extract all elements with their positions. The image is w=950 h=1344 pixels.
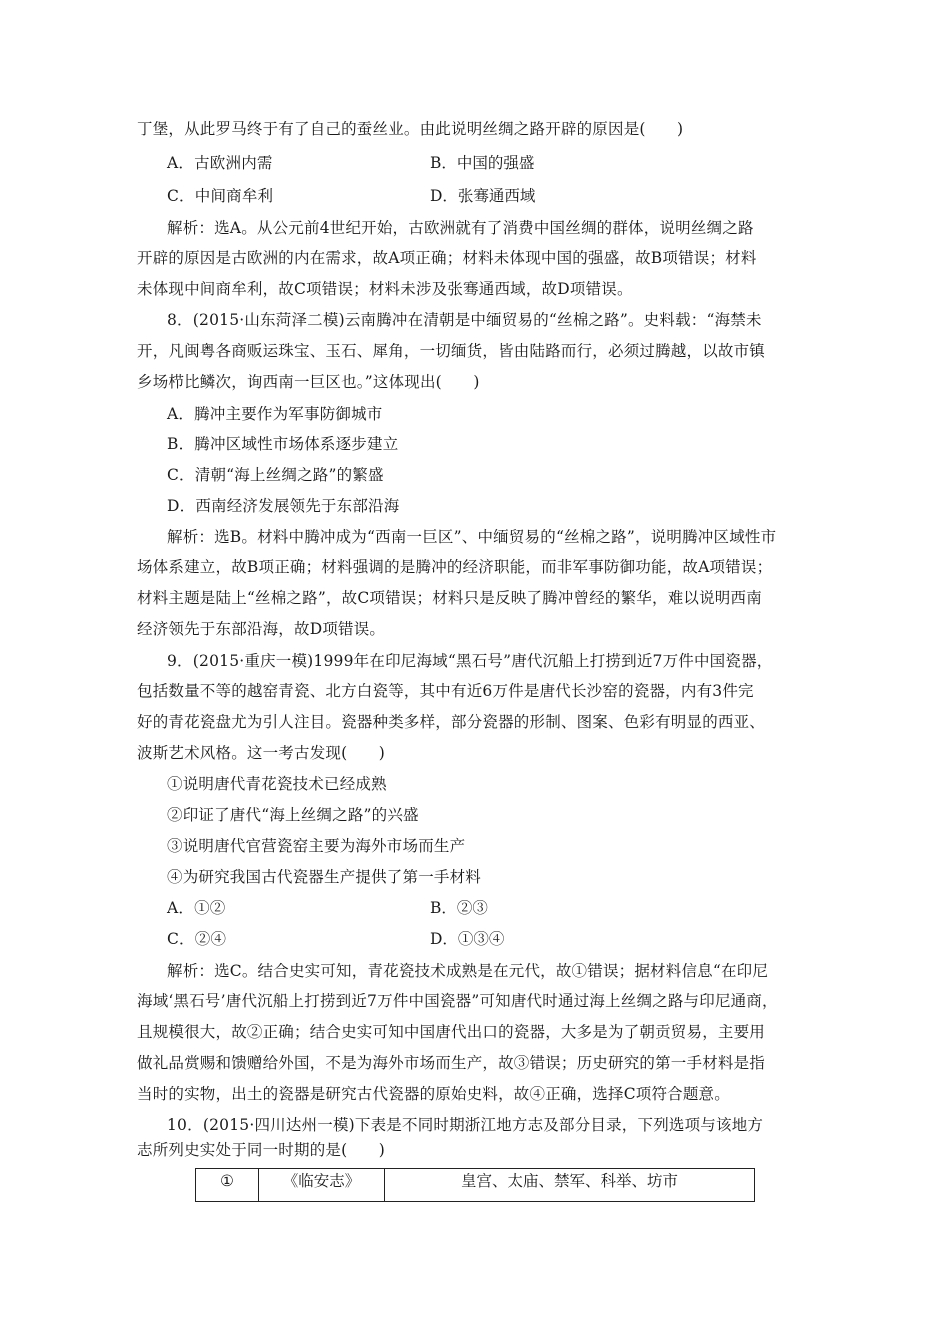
q9-statement: ③说明唐代官营瓷窑主要为海外市场而生产 — [167, 837, 466, 855]
q9-statement: ①说明唐代青花瓷技术已经成熟 — [167, 775, 387, 793]
q8-analysis-line: 经济领先于东部沿海，故D项错误。 — [137, 620, 386, 638]
q8-option-d: D．西南经济发展领先于东部沿海 — [167, 497, 400, 515]
q9-option-c: C．②④ — [167, 930, 227, 948]
q10-stem-line: 志所列史实处于同一时期的是( ) — [137, 1141, 385, 1159]
q8-analysis-line: 场体系建立，故B项正确；材料强调的是腾冲的经济职能，而非军事防御功能，故A项错误； — [137, 558, 773, 576]
q9-stem-line: 好的青花瓷盘尤为引人注目。瓷器种类多样，部分瓷器的形制、图案、色彩有明显的西亚、 — [137, 713, 766, 731]
q7-option-c: C．中间商牟利 — [167, 187, 274, 205]
q8-analysis-line: 解析：选B。材料中腾冲成为“西南一巨区”、中缅贸易的“丝棉之路”，说明腾冲区域性市 — [167, 528, 777, 546]
q7-option-d: D．张骞通西域 — [430, 187, 536, 205]
q9-analysis-line: 做礼品赏赐和馈赠给外国，不是为海外市场而生产，故③错误；历史研究的第一手材料是指 — [137, 1054, 766, 1072]
q8-option-b: B．腾冲区域性市场体系逐步建立 — [167, 435, 399, 453]
gazetteer-contents: 皇宫、太庙、禁军、科举、坊市 — [385, 1169, 755, 1202]
q7-option-b: B．中国的强盛 — [430, 154, 535, 172]
q9-statement: ②印证了唐代“海上丝绸之路”的兴盛 — [167, 806, 419, 824]
q8-option-a: A．腾冲主要作为军事防御城市 — [167, 405, 383, 423]
gazetteer-title: 《临安志》 — [259, 1169, 385, 1202]
q10-stem-line: 10．(2015·四川达州一模)下表是不同时期浙江地方志及部分目录，下列选项与该地方 — [167, 1116, 764, 1134]
q7-option-a: A．古欧洲内需 — [167, 154, 273, 172]
q9-stem-line: 包括数量不等的越窑青瓷、北方白瓷等，其中有近6万件是唐代长沙窑的瓷器，内有3件完 — [137, 682, 754, 700]
q7-analysis-line: 解析：选A。从公元前4世纪开始，古欧洲就有了消费中国丝绸的群体，说明丝绸之路 — [167, 219, 754, 237]
q8-stem-line: 开，凡闽粤各商贩运珠宝、玉石、犀角，一切缅货，皆由陆路而行，必须过腾越，以故市镇 — [137, 342, 766, 360]
row-number: ① — [196, 1169, 259, 1202]
q9-option-d: D．①③④ — [430, 930, 505, 948]
table-row — [196, 1169, 755, 1202]
q8-stem-line: 8．(2015·山东菏泽二模)云南腾冲在清朝是中缅贸易的“丝棉之路”。史料载：“海禁未 — [167, 311, 762, 329]
q7-analysis-line: 开辟的原因是古欧洲的内在需求，故A项正确；材料未体现中国的强盛，故B项错误；材料 — [137, 249, 757, 267]
gazetteer-table — [195, 1168, 755, 1202]
q7-stem: 丁堡，从此罗马终于有了自己的蚕丝业。由此说明丝绸之路开辟的原因是( ) — [137, 120, 684, 138]
q7-analysis-line: 未体现中间商牟利，故C项错误；材料未涉及张骞通西域，故D项错误。 — [137, 280, 633, 298]
q9-analysis-line: 当时的实物，出土的瓷器是研究古代瓷器的原始史料，故④正确，选择C项符合题意。 — [137, 1085, 730, 1103]
q8-option-c: C．清朝“海上丝绸之路”的繁盛 — [167, 466, 384, 484]
q9-statement: ④为研究我国古代瓷器生产提供了第一手材料 — [167, 868, 482, 886]
q9-stem-line: 波斯艺术风格。这一考古发现( ) — [137, 744, 385, 762]
q9-stem-line: 9．(2015·重庆一模)1999年在印尼海域“黑石号”唐代沉船上打捞到近7万件中国瓷器， — [167, 652, 773, 670]
q9-option-b: B．②③ — [430, 899, 488, 917]
q9-option-a: A．①② — [167, 899, 226, 917]
q9-analysis-line: 海域‘黑石号’唐代沉船上打捞到近7万件中国瓷器”可知唐代时通过海上丝绸之路与印尼通商， — [137, 992, 778, 1010]
q9-analysis-line: 解析：选C。结合史实可知，青花瓷技术成熟是在元代，故①错误；据材料信息“在印尼 — [167, 962, 769, 980]
q8-stem-line: 乡场栉比鳞次，询西南一巨区也。”这体现出( ) — [137, 373, 480, 391]
q8-analysis-line: 材料主题是陆上“丝棉之路”，故C项错误；材料只是反映了腾冲曾经的繁华，难以说明西南 — [137, 589, 762, 607]
q9-analysis-line: 且规模很大，故②正确；结合史实可知中国唐代出口的瓷器，大多是为了朝贡贸易，主要用 — [137, 1023, 766, 1041]
